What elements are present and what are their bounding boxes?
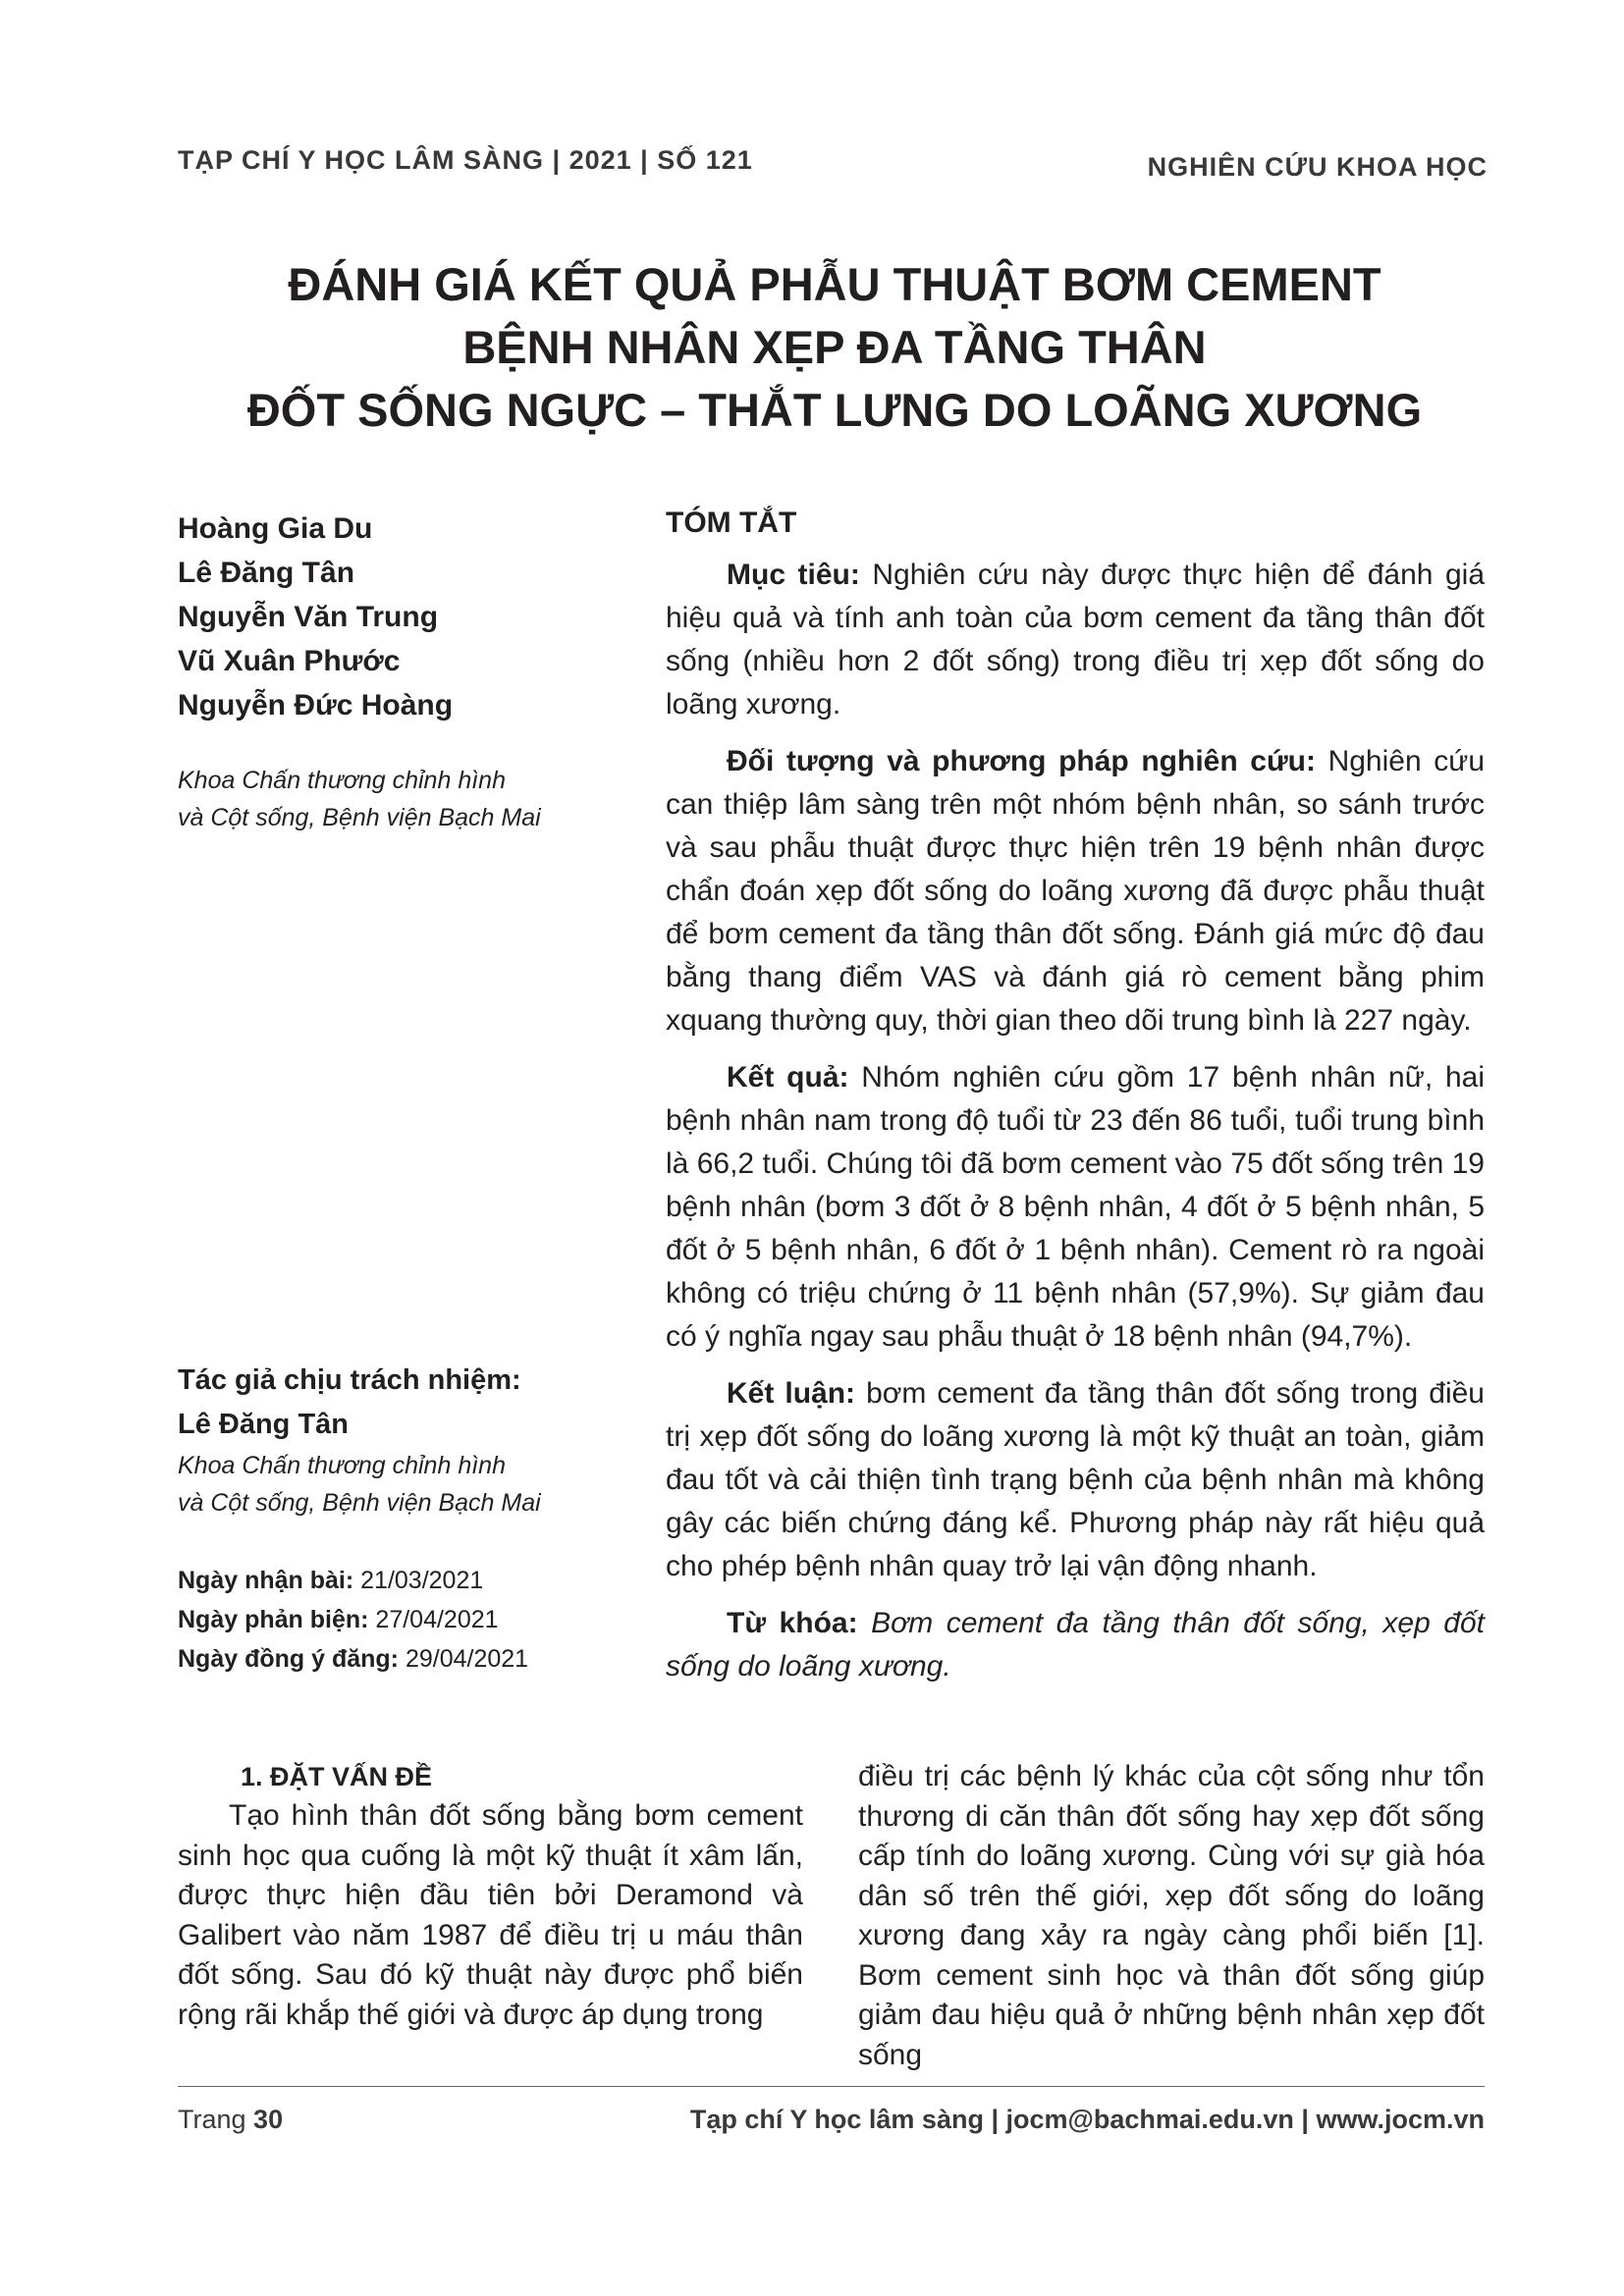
article-dates — [178, 1561, 528, 1679]
article-title — [196, 253, 1473, 442]
abstract — [666, 507, 1485, 1702]
author-list — [178, 507, 453, 727]
abstract-conclusion: Kết luận: bơm cement đa tầng thân đốt sống trong điều trị xẹp đốt sống do loãng xương là một kỹ thuật an toàn, giảm đau tốt và cải thiện tình trạng bệnh của bệnh nhân mà không gây các biến chứng đáng kể. Phương pháp này rất hiệu quả cho phép bệnh nhân quay trở lại vận động nhanh. — [666, 1377, 1485, 1582]
abstract-results: Kết quả: Nhóm nghiên cứu gồm 17 bệnh nhân nữ, hai bệnh nhân nam trong độ tuổi từ 23 đến 86 tuổi, tuổi trung bình là 66,2 tuổi. Chúng tôi đã bơm cement vào 75 đốt sống trên 19 bệnh nhân (bơm 3 đốt ở 8 bệnh nhân, 4 đốt ở 5 bệnh nhân, 5 đốt ở 5 bệnh nhân, 6 đốt ở 1 bệnh nhân). Cement rò ra ngoài không có triệu chứng ở 11 bệnh nhân (57,9%). Sự giảm đau có ý nghĩa ngay sau phẫu thuật ở 18 bệnh nhân (94,7%). — [666, 1061, 1485, 1353]
body-column-right — [858, 1757, 1485, 2075]
author-name: Nguyễn Đức Hoàng — [178, 689, 454, 721]
author-name: Nguyễn Văn Trung — [178, 601, 439, 633]
received-date: Ngày nhận bài: 21/03/2021 — [178, 1567, 484, 1594]
corresponding-author — [178, 1359, 541, 1522]
footer-journal-info: Tạp chí Y học lâm sàng | jocm@bachmai.edu.vn | www.jocm.vn — [689, 2105, 1485, 2134]
abstract-objective: Mục tiêu: Nghiên cứu này được thực hiện để đánh giá hiệu quả và tính anh toàn của bơm cement đa tầng thân đốt sống (nhiều hơn 2 đốt sống) trong điều trị xẹp đốt sống do loãng xương. — [666, 559, 1485, 721]
author-name: Lê Đăng Tân — [178, 557, 355, 589]
title-line-2: BỆNH NHÂN XẸP ĐA TẦNG THÂN — [462, 321, 1207, 373]
title-line-1: ĐÁNH GIÁ KẾT QUẢ PHẪU THUẬT BƠM CEMENT — [288, 258, 1381, 310]
corresponding-label: Tác giả chịu trách nhiệm: — [178, 1364, 521, 1396]
corresponding-affiliation — [178, 1447, 541, 1522]
affiliation-line: Khoa Chấn thương chỉnh hình — [178, 767, 506, 794]
author-affiliation — [178, 762, 541, 836]
body-paragraph: điều trị các bệnh lý khác của cột sống như tổn thương di căn thân đốt sống hay xẹp đốt sống cấp tính do loãng xương. Cùng với sự già hóa dân số trên thế giới, xẹp đốt sống do loãng xương đang xảy ra ngày càng phổi biến [1]. Bơm cement sinh học và thân đốt sống giúp giảm đau hiệu quả ở những bệnh nhân xẹp đốt sống — [858, 1760, 1485, 2071]
title-line-3: ĐỐT SỐNG NGỰC – THẮT LƯNG DO LOÃNG XƯƠNG — [246, 384, 1423, 436]
body-paragraph: Tạo hình thân đốt sống bằng bơm cement sinh học qua cuống là một kỹ thuật ít xâm lấn, được thực hiện đầu tiên bởi Deramond và Galibert vào năm 1987 để điều trị u máu thân đốt sống. Sau đó kỹ thuật này được phổ biến rộng rãi khắp thế giới và được áp dụng trong — [178, 1799, 803, 2031]
accepted-date: Ngày đồng ý đăng: 29/04/2021 — [178, 1645, 529, 1673]
author-name: Hoàng Gia Du — [178, 512, 373, 545]
footer-divider — [178, 2086, 1485, 2087]
abstract-keywords: Từ khóa: Bơm cement đa tầng thân đốt sống, xẹp đốt sống do loãng xương. — [666, 1607, 1485, 1682]
abstract-methods: Đối tượng và phương pháp nghiên cứu: Nghiên cứu can thiệp lâm sàng trên một nhóm bệnh nhân, so sánh trước và sau phẫu thuật được thực hiện trên 19 bệnh nhân được chẩn đoán xẹp đốt sống do loãng xương đã được phẫu thuật để bơm cement đa tầng thân đốt sống. Đánh giá mức độ đau bằng thang điểm VAS và đánh giá rò cement bằng phim xquang thường quy, thời gian theo dõi trung bình là 227 ngày. — [666, 745, 1486, 1037]
affiliation-line: và Cột sống, Bệnh viện Bạch Mai — [178, 804, 541, 831]
section-header: NGHIÊN CỨU KHOA HỌC — [1147, 152, 1488, 182]
corresponding-name: Lê Đăng Tân — [178, 1409, 350, 1440]
abstract-heading: TÓM TẮT — [666, 507, 797, 539]
page-number: Trang 30 — [178, 2105, 284, 2134]
journal-header: TẠP CHÍ Y HỌC LÂM SÀNG | 2021 | SỐ 121 — [178, 145, 753, 175]
affiliation-line: Khoa Chấn thương chỉnh hình — [178, 1452, 506, 1479]
author-name: Vũ Xuân Phước — [178, 645, 401, 677]
review-date: Ngày phản biện: 27/04/2021 — [178, 1606, 499, 1633]
body-column-left — [178, 1757, 803, 2035]
affiliation-line: và Cột sống, Bệnh viện Bạch Mai — [178, 1489, 541, 1517]
section-heading: 1. ĐẶT VẤN ĐỀ — [241, 1762, 433, 1791]
